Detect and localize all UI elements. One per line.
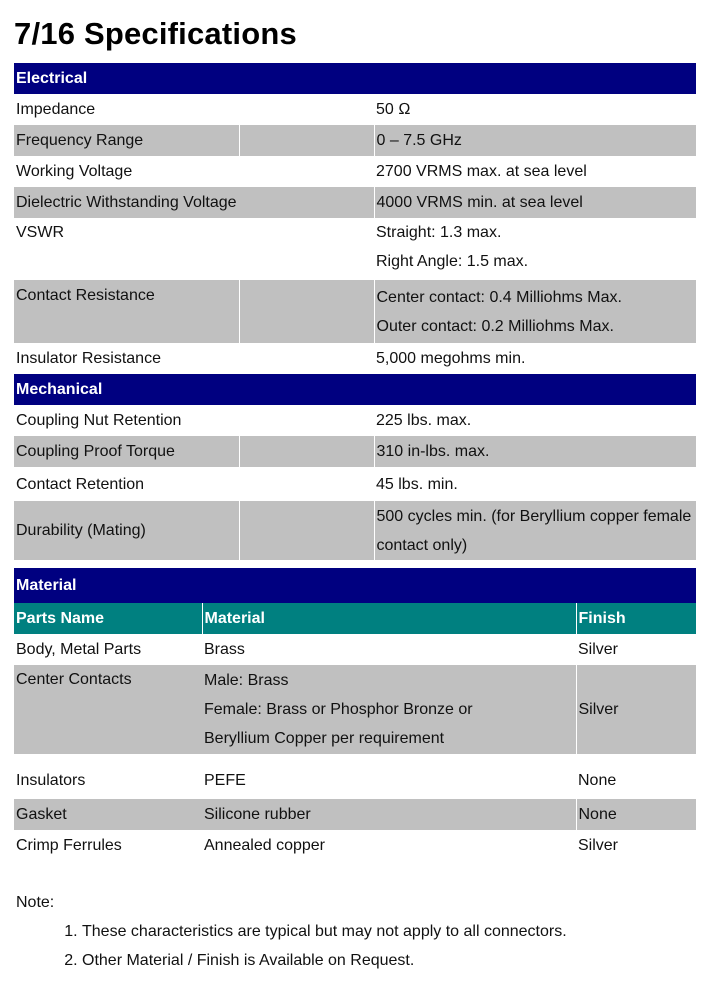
spec-value-line: contact only)	[376, 536, 468, 554]
spec-spacer	[239, 94, 374, 125]
section-header-electrical	[14, 63, 696, 94]
spec-value: 225 lbs. max.	[376, 412, 472, 429]
spec-value	[374, 501, 696, 560]
spec-table	[14, 63, 696, 560]
note-item: 1. These characteristics are typical but may not apply to all connectors.	[82, 917, 567, 946]
spec-spacer	[239, 467, 374, 501]
part-finish: None	[578, 771, 617, 789]
column-header-row	[14, 603, 696, 634]
column-header: Material	[202, 603, 576, 634]
part-finish: Silver	[578, 641, 619, 658]
part-material: PEFE	[204, 771, 246, 789]
section-header-mechanical	[14, 374, 696, 405]
spec-spacer	[239, 156, 374, 187]
section-title: Material	[14, 568, 696, 603]
spec-value-line: Center contact: 0.4 Milliohms Max.	[376, 288, 622, 306]
spec-spacer	[239, 343, 374, 374]
spec-value: 310 in-lbs. max.	[374, 436, 696, 467]
spec-name: Insulator Resistance	[16, 350, 161, 367]
part-finish: Silver	[578, 837, 619, 854]
spec-name: Coupling Nut Retention	[16, 412, 182, 429]
spec-name: Dielectric Withstanding Voltage	[14, 187, 374, 218]
spec-value-line: Straight: 1.3 max.	[376, 224, 502, 241]
spec-name: Coupling Proof Torque	[14, 436, 239, 467]
table-row	[14, 665, 696, 754]
spec-spacer	[239, 405, 374, 436]
spec-value-line: Outer contact: 0.2 Milliohms Max.	[376, 317, 614, 335]
spec-value-line: 500 cycles min. (for Beryllium copper female	[376, 507, 692, 525]
part-material	[202, 665, 576, 754]
part-material-line: Male: Brass	[204, 672, 289, 689]
section-title: Electrical	[14, 63, 696, 94]
table-row	[14, 405, 696, 436]
part-finish: Silver	[576, 665, 696, 754]
part-material-line: Female: Brass or Phosphor Bronze or	[204, 701, 473, 718]
section-title: Mechanical	[14, 374, 696, 405]
part-material: Silicone rubber	[202, 799, 576, 830]
spec-value: 4000 VRMS min. at sea level	[374, 187, 696, 218]
spec-value	[374, 280, 696, 343]
page-title: 7/16 Specifications	[14, 16, 297, 51]
spec-value: 0 – 7.5 GHz	[374, 125, 696, 156]
part-name: Body, Metal Parts	[16, 641, 142, 658]
table-row	[14, 436, 696, 467]
table-row	[14, 218, 696, 280]
table-row	[14, 799, 696, 830]
table-row	[14, 125, 696, 156]
column-header: Finish	[576, 603, 696, 634]
table-row	[14, 343, 696, 374]
table-row	[14, 187, 696, 218]
note-label: Note:	[16, 894, 55, 911]
table-row	[14, 467, 696, 501]
table-row	[14, 280, 696, 343]
part-finish: None	[576, 799, 696, 830]
part-name: Center Contacts	[14, 665, 202, 754]
spec-value	[374, 218, 696, 280]
spec-name: Frequency Range	[14, 125, 239, 156]
table-row	[14, 634, 696, 665]
spec-spacer	[239, 436, 374, 467]
part-name: Insulators	[16, 771, 86, 789]
spec-name: Contact Resistance	[14, 280, 239, 343]
spec-name: VSWR	[16, 224, 64, 241]
spec-spacer	[239, 501, 374, 560]
part-name: Gasket	[14, 799, 202, 830]
material-table	[14, 568, 696, 861]
spec-value: 45 lbs. min.	[376, 475, 458, 493]
section-header-material	[14, 568, 696, 603]
column-header: Parts Name	[14, 603, 202, 634]
note-item: 2. Other Material / Finish is Available on Request.	[82, 946, 567, 975]
spec-value: 5,000 megohms min.	[376, 350, 526, 367]
part-material-line: Beryllium Copper per requirement	[204, 730, 445, 747]
spec-name: Contact Retention	[16, 475, 145, 493]
spec-value-line: Right Angle: 1.5 max.	[376, 253, 529, 270]
notes-section	[16, 888, 567, 975]
table-row	[14, 754, 696, 799]
spec-spacer	[239, 280, 374, 343]
spec-spacer	[239, 218, 374, 280]
spec-value: 2700 VRMS max. at sea level	[376, 163, 587, 180]
table-row	[14, 156, 696, 187]
spec-name: Working Voltage	[16, 163, 133, 180]
table-row	[14, 830, 696, 861]
spec-value: 50 Ω	[376, 101, 411, 118]
part-material: Brass	[204, 641, 245, 658]
table-row	[14, 94, 696, 125]
spec-name: Impedance	[16, 101, 96, 118]
table-row	[14, 501, 696, 560]
note-list	[16, 917, 567, 975]
part-name: Crimp Ferrules	[16, 837, 122, 854]
spec-name: Durability (Mating)	[14, 501, 239, 560]
part-material: Annealed copper	[204, 837, 325, 854]
spec-spacer	[239, 125, 374, 156]
